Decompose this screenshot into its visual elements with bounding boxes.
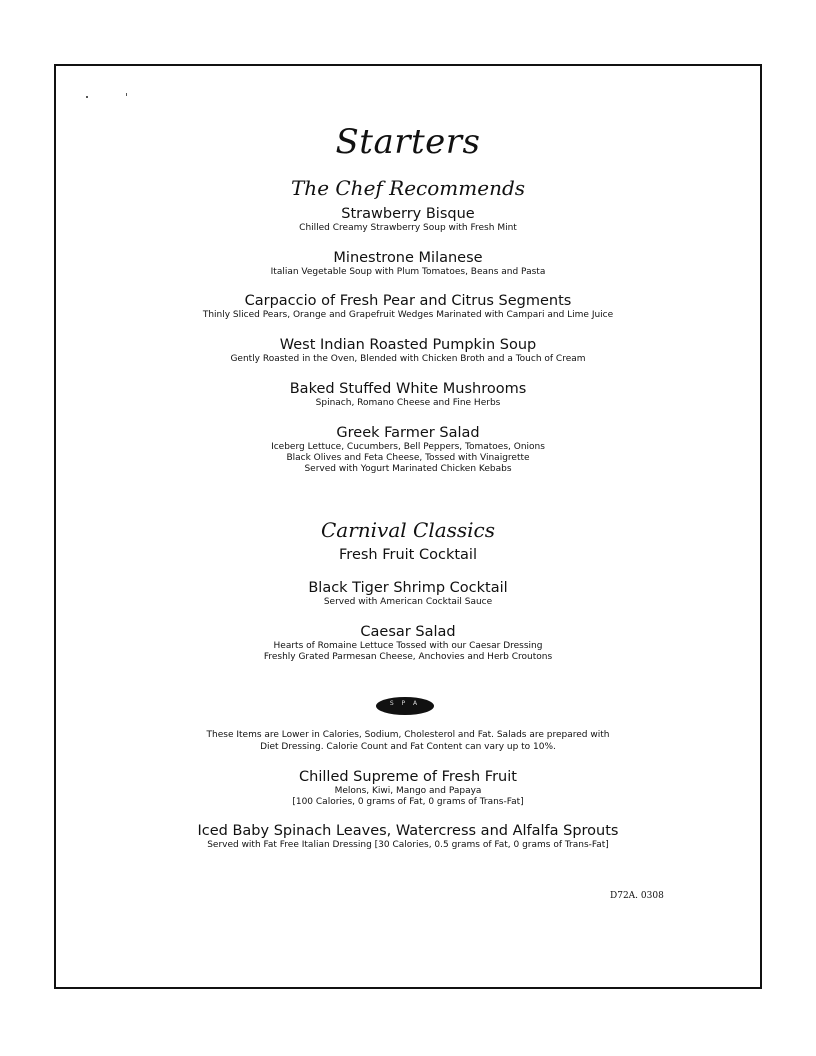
spa-note-line: These Items are Lower in Calories, Sodium, Cholesterol and Fat. Salads are prepared with xyxy=(206,730,610,740)
menu-item xyxy=(0,250,816,278)
menu-item-name: Black Tiger Shrimp Cocktail xyxy=(308,580,508,596)
menu-item-description: Spinach, Romano Cheese and Fine Herbs xyxy=(315,398,501,408)
menu-item-name: Greek Farmer Salad xyxy=(336,425,480,441)
spa-note xyxy=(0,729,816,753)
menu-item-name: Caesar Salad xyxy=(360,624,456,640)
menu-item-name: Carpaccio of Fresh Pear and Citrus Segments xyxy=(244,293,572,309)
menu-item xyxy=(0,547,816,564)
menu-item-name: Fresh Fruit Cocktail xyxy=(339,547,477,563)
menu-item-description: [100 Calories, 0 grams of Fat, 0 grams of Trans-Fat] xyxy=(292,797,524,807)
section-title-chef-recommends: The Chef Recommends xyxy=(290,176,526,200)
menu-item-description: Served with American Cocktail Sauce xyxy=(323,597,493,607)
menu-item xyxy=(0,293,816,321)
spa-note-line: Diet Dressing. Calorie Count and Fat Content can vary up to 10%. xyxy=(260,742,556,752)
menu-item-description: Chilled Creamy Strawberry Soup with Fresh Mint xyxy=(299,223,517,233)
menu-item-name: Strawberry Bisque xyxy=(341,206,475,222)
menu-item-description: Freshly Grated Parmesan Cheese, Anchovies and Herb Croutons xyxy=(263,652,553,662)
menu-item-name: Minestrone Milanese xyxy=(333,250,483,266)
menu-item xyxy=(0,425,816,475)
menu-item-description: Black Olives and Feta Cheese, Tossed with Vinaigrette xyxy=(286,453,530,463)
menu-item-name: West Indian Roasted Pumpkin Soup xyxy=(279,337,537,353)
spa-logo xyxy=(376,697,434,715)
menu-item-description: Thinly Sliced Pears, Orange and Grapefruit Wedges Marinated with Campari and Lime Juice xyxy=(202,310,614,320)
scan-speck xyxy=(86,96,88,98)
menu-item xyxy=(0,580,816,608)
menu-item xyxy=(0,337,816,365)
menu-item xyxy=(0,769,816,808)
spa-logo-text: S P A xyxy=(389,700,421,707)
menu-item-description: Gently Roasted in the Oven, Blended with Chicken Broth and a Touch of Cream xyxy=(230,354,586,364)
section-title-carnival-classics: Carnival Classics xyxy=(320,518,496,542)
menu-item xyxy=(0,381,816,409)
menu-item-description: Hearts of Romaine Lettuce Tossed with our Caesar Dressing xyxy=(273,641,543,651)
scan-speck xyxy=(126,93,127,96)
menu-item xyxy=(0,823,816,851)
menu-item-description: Iceberg Lettuce, Cucumbers, Bell Peppers, Tomatoes, Onions xyxy=(271,442,545,452)
menu-item-description: Melons, Kiwi, Mango and Papaya xyxy=(334,786,482,796)
page-title: Starters xyxy=(335,122,481,162)
menu-item xyxy=(0,206,816,234)
menu-item-description: Italian Vegetable Soup with Plum Tomatoes, Beans and Pasta xyxy=(270,267,546,277)
menu-item-name: Chilled Supreme of Fresh Fruit xyxy=(299,769,517,785)
menu-code: D72A. 0308 xyxy=(610,891,664,901)
menu-item xyxy=(0,624,816,663)
menu-item-name: Baked Stuffed White Mushrooms xyxy=(289,381,527,397)
menu-item-description: Served with Fat Free Italian Dressing [30 Calories, 0.5 grams of Fat, 0 grams of Trans-Fat] xyxy=(207,840,609,850)
menu-item-name: Iced Baby Spinach Leaves, Watercress and Alfalfa Sprouts xyxy=(197,823,619,839)
menu-item-description: Served with Yogurt Marinated Chicken Kebabs xyxy=(304,464,512,474)
